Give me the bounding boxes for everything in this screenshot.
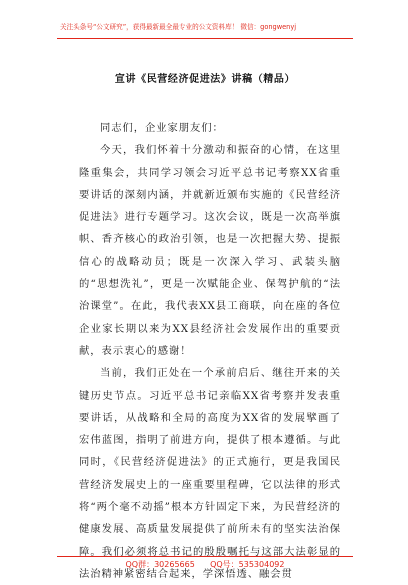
footer-contact: QQ群：30265665 QQ号：535304092	[125, 560, 285, 569]
body-paragraph-2: 当前，我们正处在一个承前启后、继往开来的关键历史节点。习近平总书记亲临XX省考察并发表重要讲话，从战略和全局的高度为XX省的发展擘画了宏伟蓝图，指明了前进方向，提供了根本遵循。与此同时，《民营经济促进法》的正式施行，更是我国民营经济发展史上的一座重要里程碑，它以法律的形式将“两个毫不动摇”根本方针固定下来，为民营经济的健康发展、高质量发展提供了前所未有的坚实法治保障。我们必须将总书记的殷殷嘱托与这部大法彰显的法治精神紧密结合起来，学深悟透、融会贯	[79, 367, 341, 580]
footer-divider	[57, 556, 353, 557]
salutation-paragraph: 同志们，企业家朋友们：	[100, 122, 224, 134]
header-divider	[57, 38, 353, 39]
document-body	[79, 117, 341, 585]
document-title: 宣讲《民营经济促进法》讲稿（精品）	[114, 74, 296, 85]
header-notice: 关注头条号“公文研究”，获得最新最全最专业的公文资料库！ 微信：gongwenyj	[60, 23, 297, 31]
body-paragraph-1: 今天，我们怀着十分激动和振奋的心情，在这里隆重集会，共同学习领会习近平总书记考察XX省重要讲话的深刻内涵，并就新近颁布实施的《民营经济促进法》进行专题学习。这次会议，既是一次高举旗帜、香齐核心的政治引领，也是一次把握大势、提振信心的战略动员；既是一次深入学习、武装头脑的“思想洗礼”，更是一次赋能企业、保驾护航的“法治课堂”。在此，我代表XX县工商联，向在座的各位企业家长期以来为XX县经济社会发展作出的重要贡献，表示衷心的感谢！	[79, 144, 341, 357]
